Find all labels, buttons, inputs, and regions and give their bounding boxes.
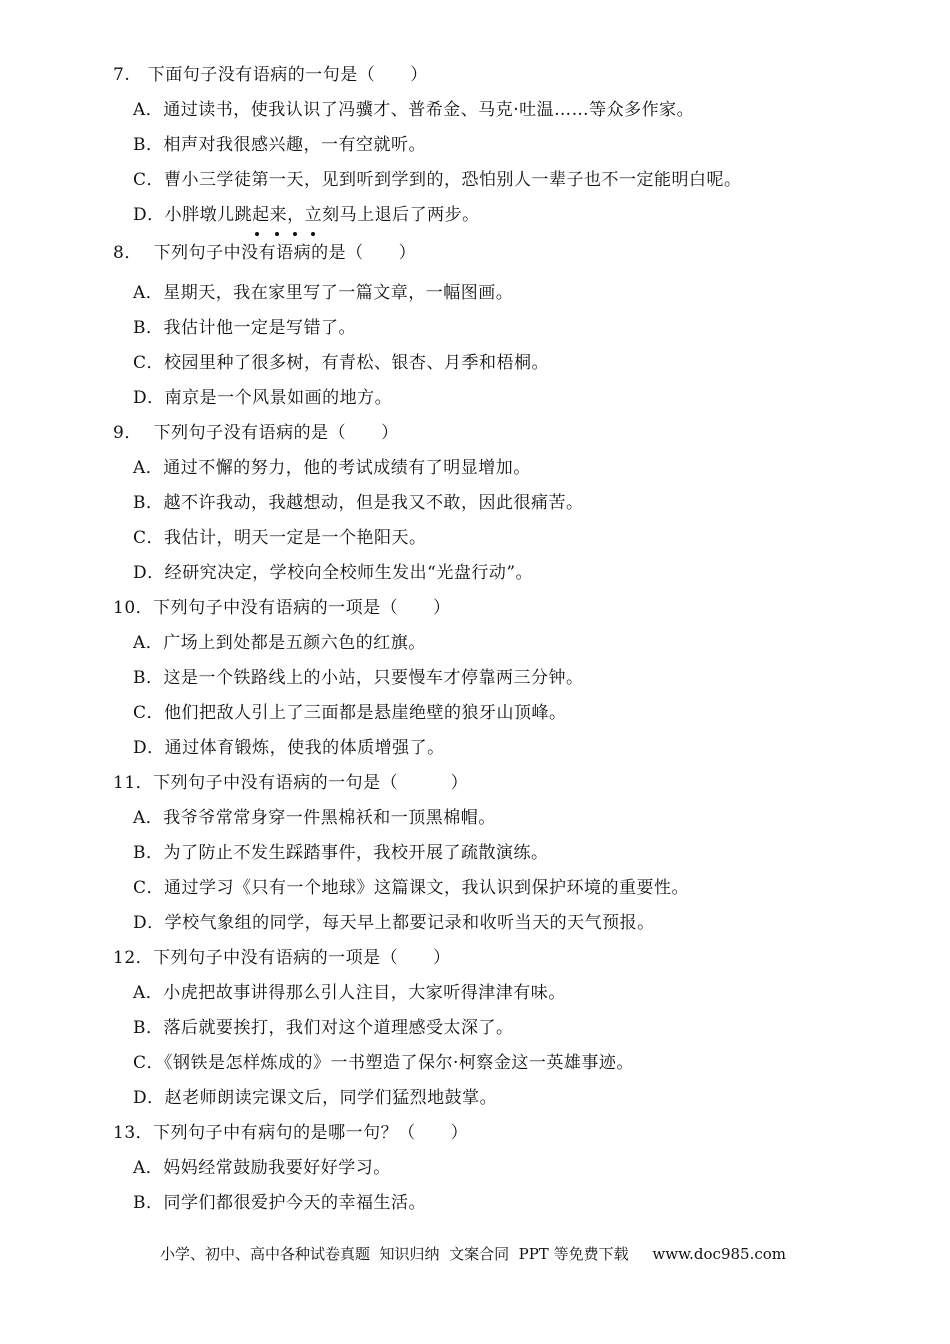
question-8-option-c: C．校园里种了很多树，有青松、银杏、月季和梧桐。 <box>133 353 550 373</box>
question-9-option-a: A．通过不懈的努力，他的考试成绩有了明显增加。 <box>133 458 531 478</box>
question-13-option-a: A．妈妈经常鼓励我要好好学习。 <box>133 1158 391 1178</box>
question-8-option-d: D．南京是一个风景如画的地方。 <box>133 388 393 408</box>
emphasis-dot <box>255 232 259 236</box>
question-10-option-b: B．这是一个铁路线上的小站，只要慢车才停靠两三分钟。 <box>133 668 584 688</box>
question-8-option-a: A．星期天，我在家里写了一篇文章，一幅图画。 <box>133 283 514 303</box>
question-9-stem: 9． 下列句子没有语病的是（ ） <box>113 423 399 443</box>
question-12-option-c: C．《钢铁是怎样炼成的》一书塑造了保尔·柯察金这一英雄事迹。 <box>133 1053 634 1073</box>
question-12-stem: 12．下列句子中没有语病的一项是（ ） <box>113 948 451 968</box>
question-12-option-a: A．小虎把故事讲得那么引人注目，大家听得津津有味。 <box>133 983 566 1003</box>
question-8-option-b: B．我估计他一定是写错了。 <box>133 318 356 338</box>
emphasis-dot <box>311 232 315 236</box>
question-11-option-c: C．通过学习《只有一个地球》这篇课文，我认识到保护环境的重要性。 <box>133 878 690 898</box>
question-7-option-b: B．相声对我很感兴趣，一有空就听。 <box>133 135 426 155</box>
question-7-option-a: A．通过读书，使我认识了冯骥才、普希金、马克·吐温……等众多作家。 <box>133 100 695 120</box>
question-7-stem: 7. 下面句子没有语病的一句是（ ） <box>113 65 428 85</box>
question-10-option-a: A．广场上到处都是五颜六色的红旗。 <box>133 633 426 653</box>
question-12-option-d: D．赵老师朗读完课文后，同学们猛烈地鼓掌。 <box>133 1088 498 1108</box>
question-9-option-b: B．越不许我动，我越想动，但是我又不敢，因此很痛苦。 <box>133 493 584 513</box>
question-13-option-b: B．同学们都很爱护今天的幸福生活。 <box>133 1193 426 1213</box>
question-13-stem: 13．下列句子中有病句的是哪一句？（ ） <box>113 1123 469 1143</box>
question-9-option-d: D．经研究决定，学校向全校师生发出“光盘行动”。 <box>133 563 534 583</box>
question-8-stem: 8． 下列句子中没有语病的是（ ） <box>113 243 417 263</box>
emphasis-dot <box>293 232 297 236</box>
question-10-option-c: C．他们把敌人引上了三面都是悬崖绝壁的狼牙山顶峰。 <box>133 703 567 723</box>
question-7-option-c: C．曹小三学徒第一天，见到听到学到的，恐怕别人一辈子也不一定能明白呢。 <box>133 170 742 190</box>
question-10-option-d: D．通过体育锻炼，使我的体质增强了。 <box>133 738 445 758</box>
question-9-option-c: C．我估计，明天一定是一个艳阳天。 <box>133 528 427 548</box>
emphasis-dot <box>275 232 279 236</box>
question-11-option-a: A．我爷爷常常身穿一件黑棉袄和一顶黑棉帽。 <box>133 808 496 828</box>
question-11-option-b: B．为了防止不发生踩踏事件，我校开展了疏散演练。 <box>133 843 549 863</box>
emphasis-dots <box>250 232 330 240</box>
question-11-option-d: D．学校气象组的同学，每天早上都要记录和收听当天的天气预报。 <box>133 913 655 933</box>
question-12-option-b: B．落后就要挨打，我们对这个道理感受太深了。 <box>133 1018 514 1038</box>
question-11-stem: 11．下列句子中没有语病的一句是（ ） <box>113 773 469 793</box>
page-footer: 小学、初中、高中各种试卷真题 知识归纳 文案合同 PPT 等免费下载 www.doc985.com <box>160 1245 787 1263</box>
question-10-stem: 10．下列句子中没有语病的一项是（ ） <box>113 598 451 618</box>
question-7-option-d: D．小胖墩儿跳起来，立刻马上退后了两步。 <box>133 205 480 225</box>
